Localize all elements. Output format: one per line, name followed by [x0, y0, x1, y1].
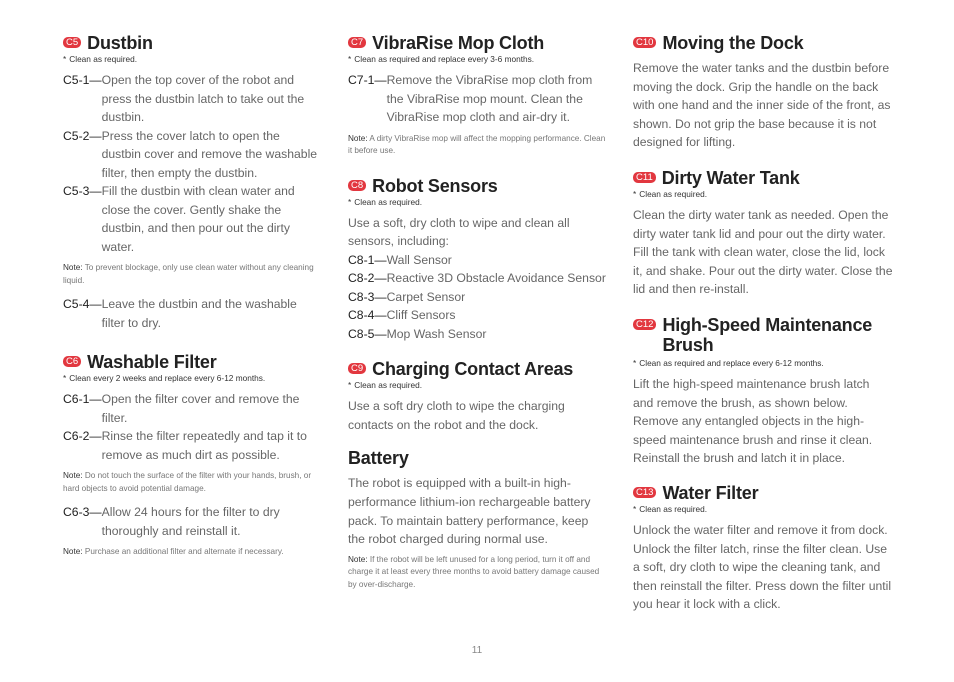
section-badge: C11 — [633, 172, 656, 183]
section-title: Water Filter — [662, 482, 759, 503]
step-item: C8-5— Mop Wash Sensor — [348, 326, 487, 341]
step-item: C6-3— Allow 24 hours for the filter to dry thoroughly and reinstall it. — [63, 505, 280, 538]
step-item: C5-2— Press the cover latch to open the dustbin cover and remove the washable filter, then empty the dustbin. — [63, 128, 318, 180]
section-dirty-water-tank — [633, 168, 893, 299]
section-text: Use a soft dry cloth to wipe the charging contacts on the robot and the dock. — [348, 399, 565, 432]
step-item: C6-2— Rinse the filter repeatedly and tap it to remove as much dirt as possible. — [63, 429, 307, 462]
section-badge: C13 — [633, 487, 656, 498]
section-title: Charging Contact Areas — [372, 359, 574, 380]
step-item: C8-3— Carpet Sensor — [348, 289, 466, 304]
section-text: Remove the water tanks and the dustbin before moving the dock. Grip the handle on the back with one hand and the inner side of the front, as shown. Do not grip the base because it is not designed for lifting. — [633, 61, 891, 150]
section-badge: C8 — [348, 180, 366, 191]
note: Note: To prevent blockage, only use clean water without any cleaning liquid. — [63, 263, 314, 285]
step-item: C5-1— Open the top cover of the robot and press the dustbin latch to take out the dustbin. — [63, 73, 305, 124]
section-high-speed-maintenance-brush — [633, 315, 893, 468]
section-washable-filter — [63, 352, 320, 559]
frequency-note: * Clean as required and replace every 3-6 months. — [348, 54, 535, 64]
section-title: Battery — [348, 448, 409, 469]
section-text: The robot is equipped with a built-in high-performance lithium-ion rechargeable battery pack. To maintain battery performance, keep the robot charged during normal use. — [348, 476, 591, 547]
section-title: VibraRise Mop Cloth — [372, 33, 545, 53]
step-item: C7-1— Remove the VibraRise mop cloth from the VibraRise mop mount. Clean the VibraRise mop cloth and air-dry it. — [348, 73, 593, 124]
column-1 — [63, 33, 320, 559]
page-number: 11 — [471, 645, 483, 656]
section-badge: C5 — [63, 37, 81, 48]
section-title: High-Speed Maintenance Brush — [662, 314, 873, 355]
section-title: Dustbin — [87, 33, 153, 53]
section-badge: C10 — [633, 37, 656, 48]
section-title: Moving the Dock — [662, 33, 804, 53]
section-text: Lift the high-speed maintenance brush latch and remove the brush, as shown below. Remove any entangled objects in the high-speed maintenance brush and rinse it clean. Reinstall the brush and latch it in place. — [633, 376, 873, 466]
step-item: C8-2— Reactive 3D Obstacle Avoidance Sensor — [348, 271, 606, 286]
frequency-note: * Clean every 2 weeks and replace every 6-12 months. — [63, 373, 266, 383]
frequency-note: * Clean as required. — [633, 188, 708, 199]
section-text: Unlock the water filter and remove it from dock. Unlock the filter latch, rinse the filter clean. Use a soft, dry cloth to wipe the cleaning tank, and then reinstall the filter. Press down the filter until you hear it lock with a click. — [633, 522, 892, 612]
step-item: C5-3— Fill the dustbin with clean water and close the cover. Gently shake the dustbin, and then pour out the dirty water. — [63, 184, 295, 254]
section-dustbin — [63, 33, 320, 332]
step-item: C5-4— Leave the dustbin and the washable filter to dry. — [63, 297, 297, 330]
section-badge: C6 — [63, 356, 81, 367]
column-3 — [633, 33, 893, 614]
frequency-note: * Clean as required and replace every 6-12 months. — [633, 357, 824, 368]
section-text: Use a soft, dry cloth to wipe and clean all sensors, including: — [348, 215, 570, 249]
section-title: Washable Filter — [87, 352, 217, 372]
step-item: C8-1— Wall Sensor — [348, 252, 452, 267]
section-title: Dirty Water Tank — [661, 167, 800, 188]
section-text: Clean the dirty water tank as needed. Open the dirty water tank lid and pour out the dirty water. Fill the tank with clean water, close the lid, lock it, and shake. Pour out the dirty water. Close the lid and then re-install. — [633, 207, 893, 297]
frequency-note: * Clean as required. — [633, 503, 708, 514]
section-water-filter — [633, 483, 893, 614]
column-2 — [348, 33, 608, 591]
note: Note: Do not touch the surface of the filter with your hands, brush, or hard objects to avoid potential damage. — [63, 471, 312, 493]
section-vibrarise-mop-cloth — [348, 33, 608, 158]
frequency-note: * Clean as required. — [63, 54, 138, 64]
section-battery — [348, 448, 608, 591]
section-badge: C9 — [348, 363, 366, 374]
section-moving-the-dock — [633, 33, 893, 152]
section-robot-sensors — [348, 176, 608, 344]
note: Note: Purchase an additional filter and alternate if necessary. — [63, 547, 284, 556]
section-charging-contact-areas — [348, 359, 608, 434]
step-item: C8-4— Cliff Sensors — [348, 308, 456, 323]
frequency-note: * Clean as required. — [348, 380, 423, 391]
step-item: C6-1— Open the filter cover and remove the filter. — [63, 392, 300, 425]
section-title: Robot Sensors — [372, 175, 498, 196]
note: Note: A dirty VibraRise mop will affect the mopping performance. Clean it before use. — [348, 133, 606, 155]
section-badge: C7 — [348, 37, 366, 48]
frequency-note: * Clean as required. — [348, 196, 423, 207]
note: Note: If the robot will be left unused for a long period, turn it off and charge it at least every three months to avoid battery damage caused by over-discharge. — [348, 554, 600, 589]
section-badge: C12 — [633, 319, 656, 330]
